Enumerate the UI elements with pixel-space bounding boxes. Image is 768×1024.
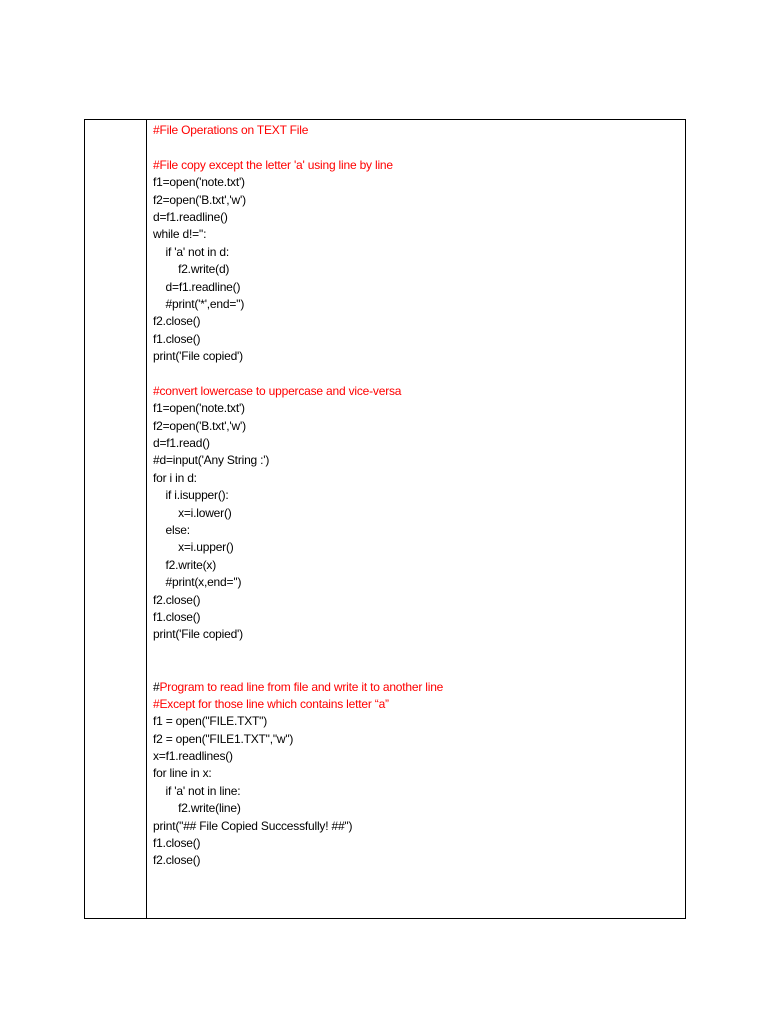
code-line: if i.isupper():: [153, 488, 229, 503]
code-line: f1.close(): [153, 609, 201, 624]
comment-line: #Except for those line which contains letter “a”: [153, 696, 389, 711]
code-line: for line in x:: [153, 766, 212, 781]
code-line: f1.close(): [153, 331, 201, 346]
blank-line: [153, 139, 685, 156]
blank-line: [153, 644, 685, 661]
code-line: print('File copied'): [153, 349, 243, 364]
code-line: for i in d:: [153, 470, 197, 485]
code-line: f1 = open("FILE.TXT"): [153, 714, 268, 729]
left-column-cell: [85, 120, 147, 918]
code-line: d=f1.readline(): [153, 279, 241, 294]
code-line: f1=open('note.txt'): [153, 401, 245, 416]
comment-line: [153, 679, 685, 696]
code-line: f2.write(x): [153, 557, 217, 572]
code-line: f2.write(d): [153, 262, 230, 277]
comment-line: #File Operations on TEXT File: [153, 123, 309, 137]
code-line: f2=open('B.txt','w'): [153, 418, 246, 433]
code-line: print('File copied'): [153, 627, 243, 642]
code-line: f2.write(line): [153, 801, 241, 816]
blank-line: [153, 365, 685, 382]
code-line: #print(x,end=''): [153, 575, 242, 590]
code-line: f2.close(): [153, 853, 201, 868]
code-line: else:: [153, 522, 190, 537]
code-listing: [153, 122, 685, 870]
code-content-cell: [147, 120, 685, 918]
code-line: f2=open('B.txt','w'): [153, 192, 246, 207]
comment-line: #File copy except the letter 'a' using line by line: [153, 157, 393, 172]
comment-text: Program to read line from file and write it to another line: [159, 679, 444, 694]
code-line: while d!='':: [153, 227, 207, 242]
code-line: if 'a' not in line:: [153, 783, 241, 798]
comment-line: #convert lowercase to uppercase and vice-versa: [153, 383, 402, 398]
code-line: d=f1.readline(): [153, 209, 228, 224]
code-line: f2.close(): [153, 314, 201, 329]
code-line: if 'a' not in d:: [153, 244, 229, 259]
code-line: x=i.lower(): [153, 505, 232, 520]
code-line: f1.close(): [153, 836, 201, 851]
code-line: print("## File Copied Successfully! ##"): [153, 818, 353, 833]
code-line: x=i.upper(): [153, 540, 234, 555]
code-line: f1=open('note.txt'): [153, 175, 245, 190]
document-table: [84, 119, 686, 919]
code-line: x=f1.readlines(): [153, 749, 233, 764]
code-line: #d=input('Any String :'): [153, 453, 270, 468]
comment-hash: #: [153, 679, 160, 694]
code-line: f2 = open("FILE1.TXT","w"): [153, 731, 294, 746]
code-line: #print('*',end=''): [153, 296, 245, 311]
code-line: d=f1.read(): [153, 436, 210, 451]
blank-line: [153, 661, 685, 678]
code-line: f2.close(): [153, 592, 201, 607]
